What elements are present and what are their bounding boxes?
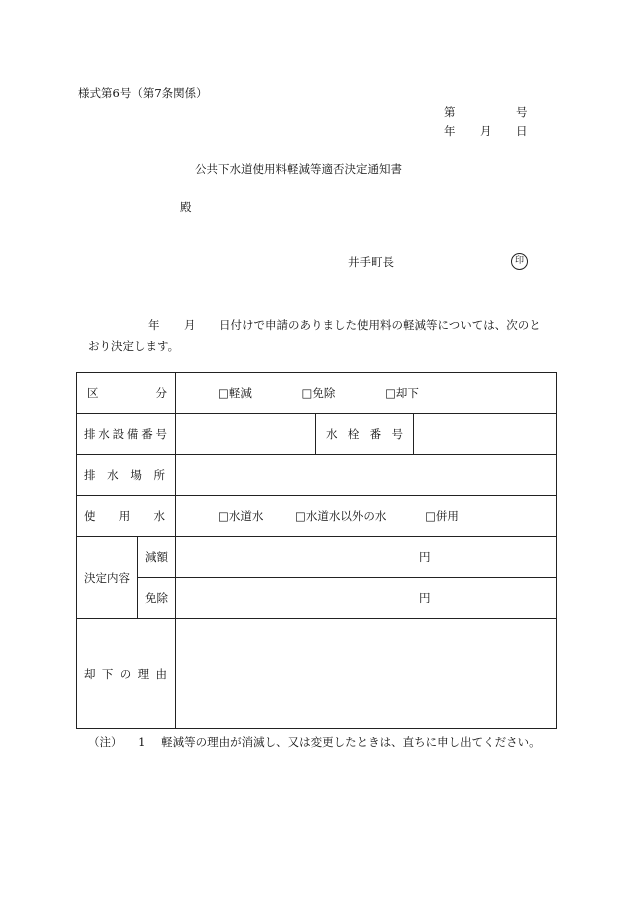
exemption-unit: 円 [419,591,431,605]
reduction-amount-field[interactable] [176,537,557,578]
category-option-rejection[interactable]: □却下 [385,386,419,400]
equipment-no-label-cell: 排 水 設 備 番 号 [77,414,176,455]
intro-month: 月 [184,318,196,332]
rejection-reason-field[interactable] [176,619,557,729]
decision-label-cell: 決定内容 [77,537,138,619]
issuer: 井手町長 [348,255,394,269]
intro-year: 年 [148,318,160,332]
equipment-no-field[interactable] [176,414,316,455]
water-use-option-tap[interactable]: □水道水 [218,509,264,523]
water-use-option-combined[interactable]: □併用 [425,509,459,523]
category-label-cell: 区 分 [77,373,176,414]
meter-no-field[interactable] [414,414,557,455]
intro-line1: 日付けで申請のありました使用料の軽減等については、次のと [219,318,541,332]
exemption-label: 免除 [138,578,176,619]
date-month: 月 [480,124,492,138]
drain-location-label-cell: 排 水 場 所 [77,455,176,496]
note [88,734,541,750]
seal-icon: 印 [511,253,528,270]
doc-no-suffix: 号 [516,105,528,119]
reduction-label: 減額 [138,537,176,578]
category-options-cell [176,373,557,414]
date-day: 日 [516,124,528,138]
date-year: 年 [444,124,456,138]
addressee-suffix: 殿 [180,200,192,214]
note-number: 1 [138,735,146,749]
drain-location-field[interactable] [176,455,557,496]
water-use-option-non-tap[interactable]: □水道水以外の水 [295,509,387,523]
category-option-reduction[interactable]: □軽減 [218,386,252,400]
reduction-unit: 円 [419,550,431,564]
water-use-options-cell [176,496,557,537]
intro-line2: おり決定します。 [88,339,180,353]
note-prefix: （注） [88,735,123,749]
category-option-exemption[interactable]: □免除 [301,386,336,400]
page-title: 公共下水道使用料軽減等適否決定通知書 [195,162,402,176]
note-text: 軽減等の理由が消滅し、又は変更したときは、直ちに申し出てください。 [161,735,541,749]
form-number: 様式第6号（第7条関係） [78,86,208,100]
meter-no-label-cell: 水 栓 番 号 [316,414,414,455]
doc-no-prefix: 第 [444,105,456,119]
rejection-reason-label-cell: 却 下 の 理 由 [77,619,176,729]
decision-table [76,372,557,729]
exemption-amount-field[interactable] [176,578,557,619]
water-use-label-cell: 使 用 水 [77,496,176,537]
